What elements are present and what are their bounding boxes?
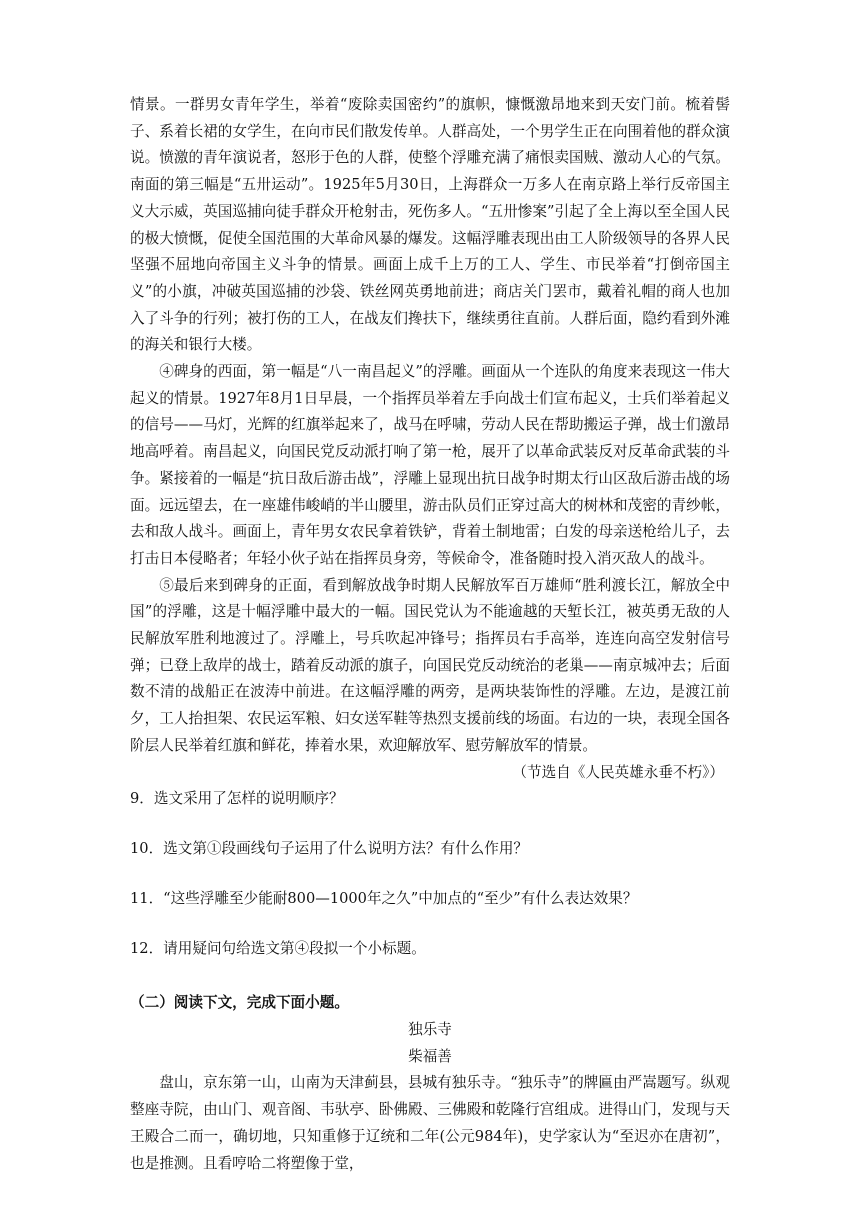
passage-source: （节选自《人民英雄永垂不朽》）: [512, 763, 724, 781]
article-title: 独乐寺: [408, 1020, 452, 1038]
question-10: 10．选文第①段画线句子运用了什么说明方法？有什么作用？: [130, 840, 529, 858]
question-9: 9．选文采用了怎样的说明顺序？: [130, 790, 344, 808]
passage-paragraph-3-continuation: 情景。一群男女青年学生，举着“废除卖国密约”的旗帜，慷慨激昂地来到天安门前。梳着髻子、系着长裙的女学生，在向市民们散发传单。人群高处，一个男学生正在向围着他的群众演说。愤激的青年演说者，怒形于色的人群，使整个浮雕充满了痛恨卖国贼、激动人心的气氛。南面的第三幅是“五卅运动”。1925年5月30日，上海群众一万多人在南京路上举行反帝国主义大示威，英国巡捕向徒手群众开枪射击，死伤多人。“五卅惨案”引起了全上海以至全国人民的极大愤慨，促使全国范围的大革命风暴的爆发。这幅浮雕表现出由工人阶级领导的各界人民坚强不屈地向帝国主义斗争的情景。画面上成千上万的工人、学生、市民举着“打倒帝国主义”的小旗，冲破英国巡捕的沙袋、铁丝网英勇地前进；商店关门罢市，戴着礼帽的商人也加入了斗争的行列；被打伤的工人，在战友们搀扶下，继续勇往直前。人群后面，隐约看到外滩的海关和银行大楼。: [130, 96, 730, 354]
question-12: 12．请用疑问句给选文第④段拟一个小标题。: [130, 940, 426, 958]
article-author: 柴福善: [408, 1047, 452, 1065]
question-11: 11．“这些浮雕至少能耐800—1000年之久”中加点的“至少”有什么表达效果？: [130, 890, 638, 908]
document-page: [130, 92, 730, 1177]
passage-paragraph-4: ④碑身的西面，第一幅是“八一南昌起义”的浮雕。画面从一个连队的角度来表现这一伟大起义的情景。1927年8月1日早晨，一个指挥员举着左手向战士们宣布起义，士兵们举着起义的信号——马灯，光辉的红旗举起来了，战马在呼啸，劳动人民在帮助搬运子弹，战士们激昂地高呼着。南昌起义，向国民党反动派打响了第一枪，展开了以革命武装反对反革命武装的斗争。紧接着的一幅是“抗日敌后游击战”，浮雕上显现出抗日战争时期太行山区敌后游击战的场面。远远望去，在一座雄伟峻峭的半山腰里，游击队员们正穿过高大的树林和茂密的青纱帐，去和敌人战斗。画面上，青年男女农民拿着铁铲，背着土制地雷；白发的母亲送枪给儿子，去打击日本侵略者；年轻小伙子站在指挥员身旁，等候命令，准备随时投入消灭敌人的战斗。: [130, 363, 730, 567]
article-paragraph-1: 盘山，京东第一山，山南为天津蓟县，县城有独乐寺。“独乐寺”的牌匾由严嵩题写。纵观整座寺院，由山门、观音阁、韦驮亭、卧佛殿、三佛殿和乾隆行宫组成。进得山门，发现与天王殿合二而一，确切地，只知重修于辽统和二年(公元984年)，史学家认为“至迟亦在唐初”，也是推测。且看哼哈二将塑像于堂，: [130, 1074, 730, 1172]
passage-paragraph-5: ⑤最后来到碑身的正面，看到解放战争时期人民解放军百万雄师“胜利渡长江，解放全中国”的浮雕，这是十幅浮雕中最大的一幅。国民党认为不能逾越的天堑长江，被英勇无敌的人民解放军胜利地渡过了。浮雕上，号兵吹起冲锋号；指挥员右手高举，连连向高空发射信号弹；已登上敌岸的战士，踏着反动派的旗子，向国民党反动统治的老巢——南京城冲去；后面数不清的战船正在波涛中前进。在这幅浮雕的两旁，是两块装饰性的浮雕。左边，是渡江前夕，工人抬担架、农民运军粮、妇女送军鞋等热烈支援前线的场面。右边的一块，表现全国各阶层人民举着红旗和鲜花，捧着水果，欢迎解放军、慰劳解放军的情景。: [130, 576, 730, 754]
section-2-heading: （二）阅读下文，完成下面小题。: [130, 994, 349, 1012]
